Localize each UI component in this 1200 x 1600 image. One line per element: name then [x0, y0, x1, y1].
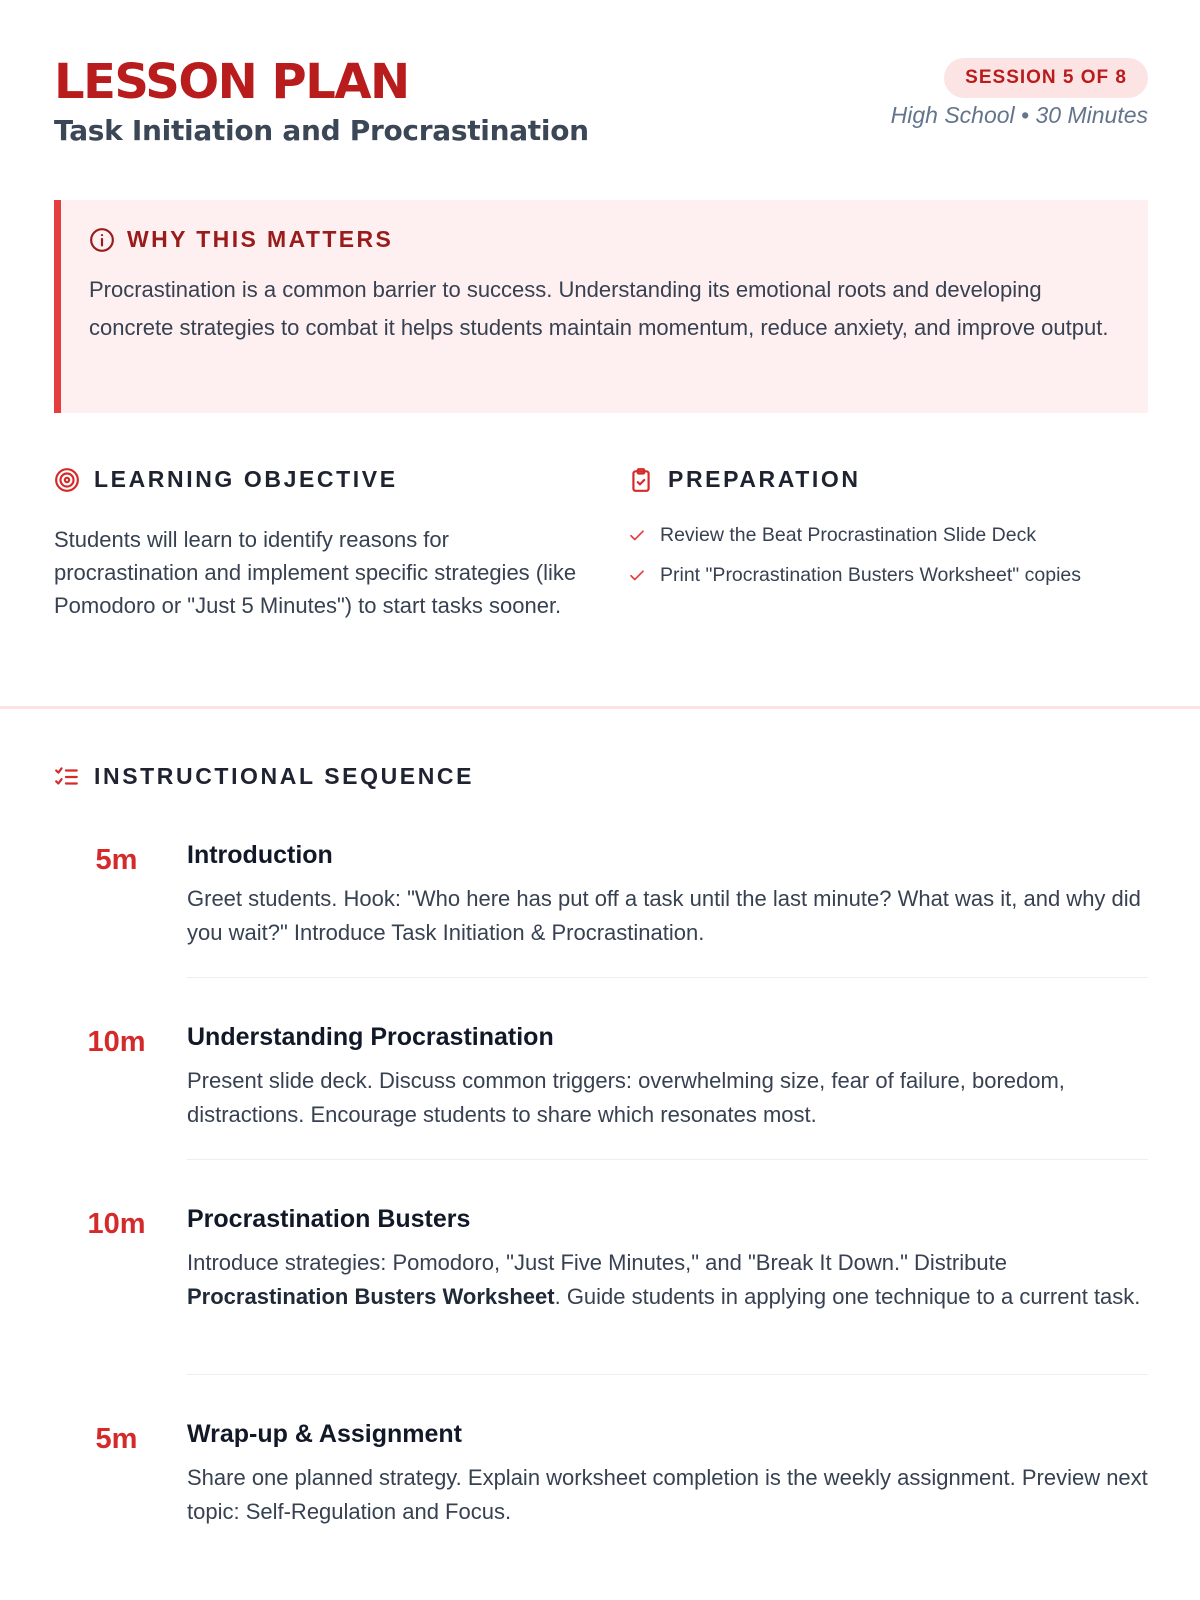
target-icon: [54, 467, 80, 493]
preparation-item-text: Review the Beat Procrastination Slide Deck: [660, 523, 1037, 546]
step-description: Share one planned strategy. Explain worksheet completion is the weekly assignment. Preview next topic: Self-Regulation and Focus.: [187, 1465, 1148, 1524]
instructional-sequence-list: [54, 838, 1148, 1557]
step-body: [187, 1202, 1148, 1375]
learning-objective-section: [54, 466, 594, 622]
clipboard-check-icon: [628, 467, 654, 493]
step-description-text: . Guide students in applying one technique to a current task.: [554, 1284, 1141, 1309]
step-title: Understanding Procrastination: [187, 1023, 554, 1051]
step-duration: 10m: [87, 1026, 146, 1058]
lesson-meta: High School • 30 Minutes: [890, 102, 1148, 128]
learning-objective-text: Students will learn to identify reasons for procrastination and implement specific strategies (like Pomodoro or "Just 5 Minutes") to start tasks sooner.: [54, 527, 577, 618]
callout-heading: WHY THIS MATTERS: [127, 226, 394, 252]
preparation-heading: PREPARATION: [668, 466, 861, 492]
step-body: [187, 1020, 1148, 1160]
preparation-item-text: Print "Procrastination Busters Worksheet" copies: [660, 563, 1081, 586]
page-title: LESSON PLAN: [54, 54, 409, 110]
callout-text: Procrastination is a common barrier to success. Understanding its emotional roots and developing concrete strategies to combat it helps students maintain momentum, reduce anxiety, and improve output.: [89, 277, 1109, 340]
step-title: Wrap-up & Assignment: [187, 1420, 463, 1448]
check-icon: [628, 566, 646, 584]
info-circle-icon: [89, 227, 115, 253]
page-header: [54, 54, 1148, 164]
why-this-matters-callout: [54, 200, 1148, 413]
step-duration: 10m: [87, 1208, 146, 1240]
preparation-item: [628, 555, 1148, 595]
step-description-text: Introduce strategies: Pomodoro, "Just Five Minutes," and "Break It Down." Distribute: [187, 1250, 1007, 1275]
preparation-item: [628, 515, 1148, 555]
step-description: [187, 1246, 1148, 1314]
callout-header: [89, 226, 1120, 253]
step-duration: 5m: [95, 1423, 138, 1455]
step-body: [187, 1417, 1148, 1557]
check-icon: [628, 526, 646, 544]
step-body: [187, 838, 1148, 978]
step-description: Greet students. Hook: "Who here has put off a task until the last minute? What was it, and why did you wait?" Introduce Task Initiation & Procrastination.: [187, 886, 1141, 945]
step-duration: 5m: [95, 844, 138, 876]
step-title: Procrastination Busters: [187, 1205, 471, 1233]
preparation-header: [628, 466, 1148, 493]
sequence-step: [54, 838, 1148, 1020]
preparation-section: [628, 466, 1148, 595]
list-check-icon: [54, 764, 80, 790]
step-title: Introduction: [187, 841, 333, 869]
step-description: Present slide deck. Discuss common triggers: overwhelming size, fear of failure, boredom, distractions. Encourage students to share which resonates most.: [187, 1068, 1065, 1127]
worksheet-name: Procrastination Busters Worksheet: [187, 1284, 555, 1309]
learning-objective-heading: LEARNING OBJECTIVE: [94, 466, 398, 492]
sequence-step: [54, 1417, 1148, 1557]
sequence-step: [54, 1202, 1148, 1417]
session-badge: SESSION 5 OF 8: [944, 58, 1148, 98]
instructional-sequence-heading: INSTRUCTIONAL SEQUENCE: [94, 763, 475, 789]
preparation-list: [628, 515, 1148, 595]
section-divider: [0, 706, 1200, 709]
sequence-step: [54, 1020, 1148, 1202]
page-subtitle: Task Initiation and Procrastination: [54, 114, 589, 147]
learning-objective-header: [54, 466, 594, 493]
instructional-sequence-header: [54, 763, 474, 790]
